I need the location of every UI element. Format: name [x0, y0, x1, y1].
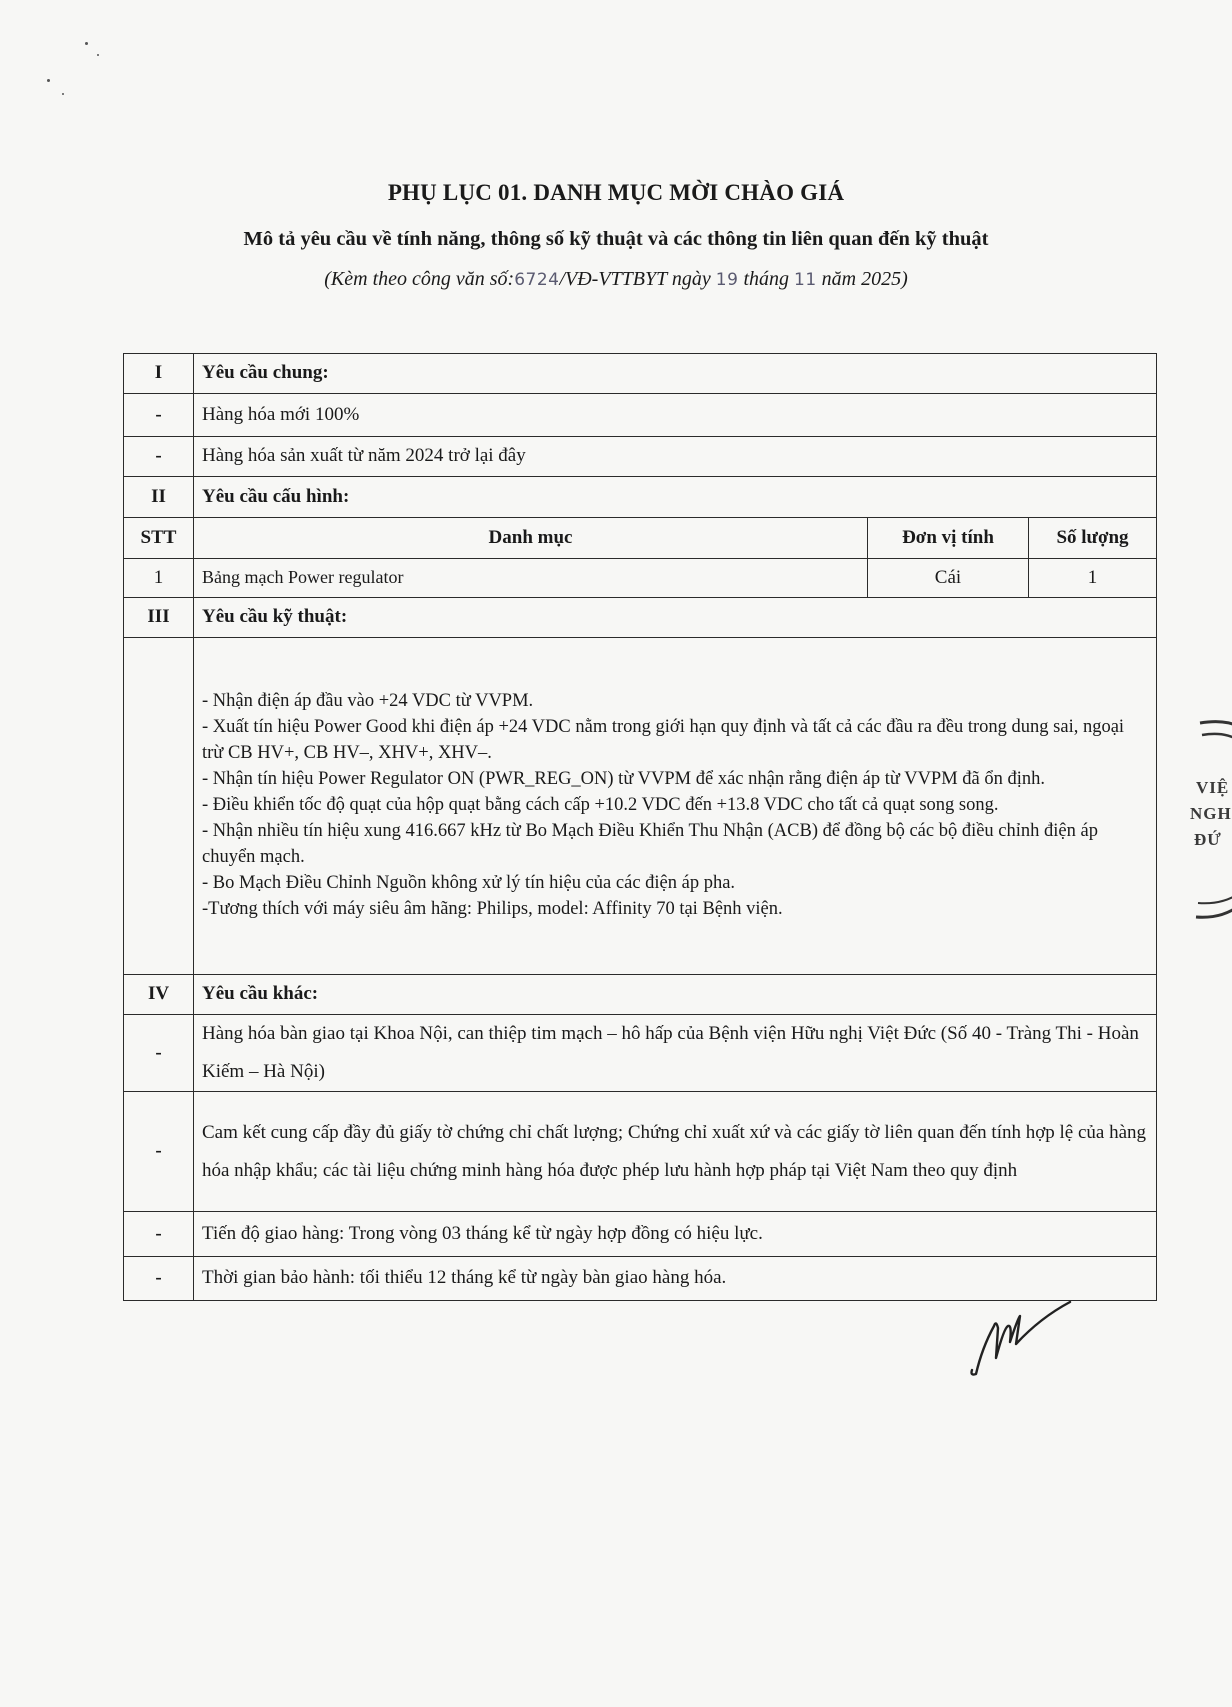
- stamp-arc-inner-bottom: [1198, 893, 1232, 903]
- stamp-text-line: VIỆ: [1196, 778, 1230, 797]
- stamp-text-line: NGH: [1190, 804, 1232, 823]
- section-numeral: II: [124, 477, 194, 518]
- section-heading: Yêu cầu cấu hình:: [194, 477, 1157, 518]
- item-text: Hàng hóa mới 100%: [194, 394, 1157, 437]
- stamp-arc-inner-top: [1202, 734, 1232, 741]
- technical-line: - Xuất tín hiệu Power Good khi điện áp +24 VDC nằm trong giới hạn quy định và tất cả các đầu ra đều trong dung sai, ngoại trừ CB HV+, CB HV–, XHV+, XHV–.: [202, 717, 1125, 763]
- handwritten-day: 19: [715, 270, 739, 290]
- list-item: [124, 394, 1157, 437]
- technical-line: - Nhận nhiều tín hiệu xung 416.667 kHz từ Bo Mạch Điều Khiển Thu Nhận (ACB) để đồng bộ các bộ điều chỉnh điện áp chuyển mạch.: [202, 821, 1098, 867]
- cell-unit: Cái: [868, 559, 1029, 598]
- technical-requirements-list: [194, 638, 1157, 975]
- item-text: Thời gian bảo hành: tối thiểu 12 tháng kể từ ngày bàn giao hàng hóa.: [194, 1257, 1157, 1301]
- item-marker: -: [124, 1092, 194, 1212]
- handwritten-doc-number: 6724: [514, 270, 560, 290]
- item-marker: -: [124, 1212, 194, 1257]
- item-text: Tiến độ giao hàng: Trong vòng 03 tháng kể từ ngày hợp đồng có hiệu lực.: [194, 1212, 1157, 1257]
- page-title: PHỤ LỤC 01. DANH MỤC MỜI CHÀO GIÁ: [387, 180, 845, 205]
- item-marker: -: [124, 1257, 194, 1301]
- section-numeral: I: [124, 354, 194, 394]
- scan-speck: [47, 79, 50, 82]
- section-header-technical: [124, 598, 1157, 638]
- list-item: [124, 1212, 1157, 1257]
- section-header-general: [124, 354, 1157, 394]
- section-heading: Yêu cầu khác:: [194, 975, 1157, 1015]
- reference-year: năm 2025): [816, 268, 908, 290]
- column-header-qty: Số lượng: [1029, 518, 1157, 559]
- section-heading: Yêu cầu kỹ thuật:: [194, 598, 1157, 638]
- technical-requirements-row: [124, 638, 1157, 975]
- requirements-table: [123, 353, 1157, 1301]
- scan-speck: [97, 54, 99, 56]
- column-header-stt: STT: [124, 518, 194, 559]
- signature: [960, 1298, 1080, 1388]
- stamp-text-line: ĐỨ: [1194, 830, 1222, 849]
- document-reference: [0, 268, 1232, 291]
- list-item: [124, 437, 1157, 477]
- handwritten-month: 11: [794, 270, 817, 290]
- list-item: [124, 1092, 1157, 1212]
- technical-line: - Nhận điện áp đầu vào +24 VDC từ VVPM.: [202, 691, 534, 711]
- cell-item: Bảng mạch Power regulator: [194, 559, 868, 598]
- page-subtitle: Mô tả yêu cầu về tính năng, thông số kỹ thuật và các thông tin liên quan đến kỹ thuật: [243, 228, 989, 250]
- section-numeral: IV: [124, 975, 194, 1015]
- section-heading: Yêu cầu chung:: [194, 354, 1157, 394]
- table-row: [124, 559, 1157, 598]
- technical-line: - Điều khiển tốc độ quạt của hộp quạt bằng cách cấp +10.2 VDC đến +13.8 VDC cho tất cả quạt song song.: [202, 795, 999, 815]
- reference-doc-suffix: /VĐ-VTTBYT ngày: [559, 268, 716, 290]
- list-item: [124, 1257, 1157, 1301]
- technical-line: - Nhận tín hiệu Power Regulator ON (PWR_REG_ON) từ VVPM để xác nhận rằng điện áp từ VVPM đã ổn định.: [202, 769, 1046, 789]
- item-marker: -: [124, 394, 194, 437]
- column-header-item: Danh mục: [194, 518, 868, 559]
- section-header-other: [124, 975, 1157, 1015]
- stamp-arc-bottom: [1196, 905, 1232, 917]
- technical-line: - Bo Mạch Điều Chỉnh Nguồn không xử lý tín hiệu của các điện áp pha.: [202, 873, 736, 893]
- item-text: Hàng hóa bàn giao tại Khoa Nội, can thiệp tim mạch – hô hấp của Bệnh viện Hữu nghị Việt Đức (Số 40 - Tràng Thi - Hoàn Kiếm – Hà Nội): [194, 1015, 1157, 1092]
- item-marker: -: [124, 1015, 194, 1092]
- cell-stt: 1: [124, 559, 194, 598]
- stamp-arc-top: [1200, 722, 1232, 727]
- scan-speck: [62, 93, 64, 95]
- table-header-row: [124, 518, 1157, 559]
- reference-prefix: (Kèm theo công văn số:: [324, 268, 515, 290]
- column-header-unit: Đơn vị tính: [868, 518, 1029, 559]
- item-text: Cam kết cung cấp đầy đủ giấy tờ chứng chỉ chất lượng; Chứng chỉ xuất xứ và các giấy tờ liên quan đến tính hợp lệ của hàng hóa nhập khẩu; các tài liệu chứng minh hàng hóa được phép lưu hành hợp pháp tại Việt Nam theo quy định: [194, 1092, 1157, 1212]
- technical-line: -Tương thích với máy siêu âm hãng: Philips, model: Affinity 70 tại Bệnh viện.: [202, 899, 783, 919]
- scan-speck: [85, 42, 88, 45]
- empty-cell: [124, 638, 194, 975]
- item-text: Hàng hóa sản xuất từ năm 2024 trở lại đây: [194, 437, 1157, 477]
- list-item: [124, 1015, 1157, 1092]
- section-header-configuration: [124, 477, 1157, 518]
- section-numeral: III: [124, 598, 194, 638]
- cell-qty: 1: [1029, 559, 1157, 598]
- item-marker: -: [124, 437, 194, 477]
- reference-month-label: tháng: [738, 268, 794, 290]
